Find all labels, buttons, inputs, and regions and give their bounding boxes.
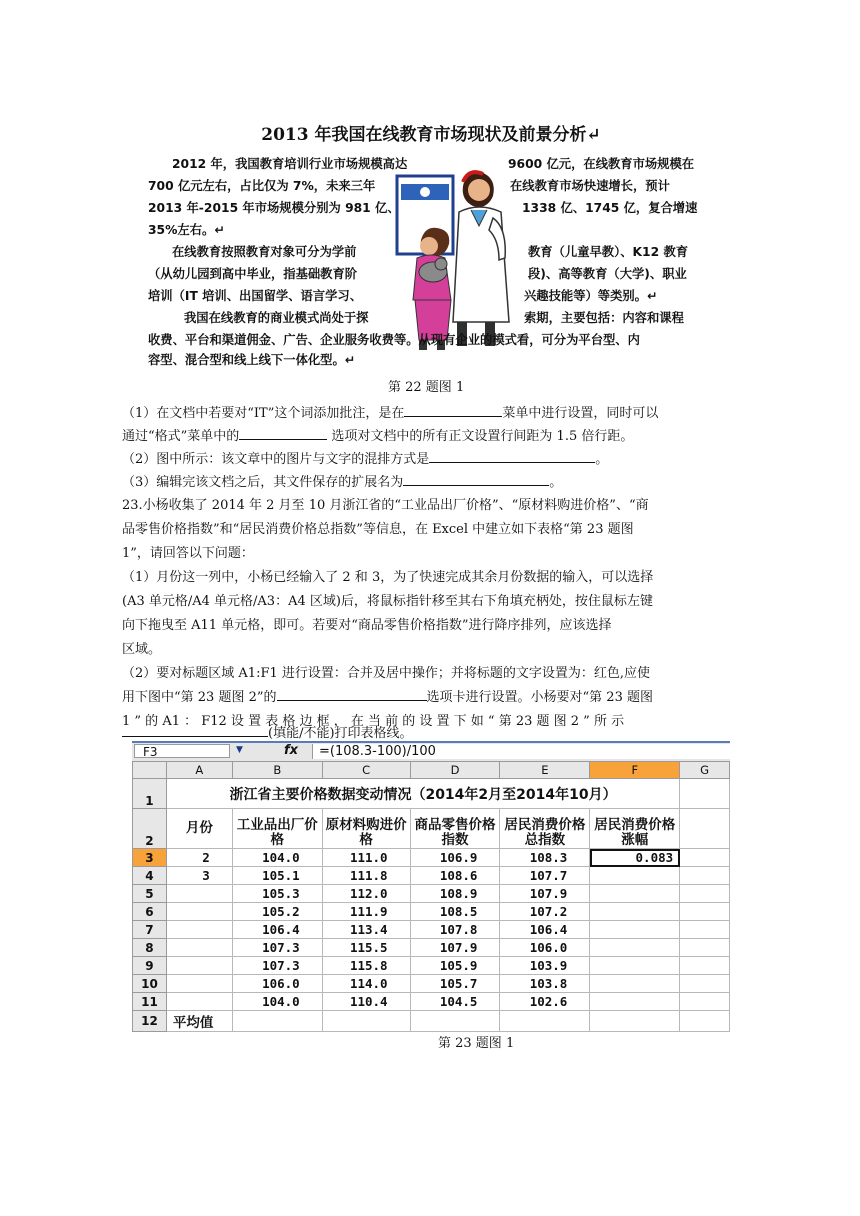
data-cell[interactable]: 107.9 — [500, 885, 590, 903]
data-cell[interactable]: 115.5 — [322, 939, 410, 957]
q1-text-a: （1）在文档中若要对“IT”这个词添加批注，是在 — [122, 406, 405, 421]
dropdown-arrow-icon[interactable]: ▼ — [236, 745, 243, 755]
fx-icon[interactable]: fx — [284, 743, 299, 758]
fig-line-left: 我国在线教育的商业模式尚处于探 — [184, 311, 369, 325]
q1-text-d: 选项对文档中的所有正文设置行间距为 1.5 倍行距。 — [327, 429, 634, 444]
question-22-2 — [122, 448, 608, 467]
cell[interactable] — [680, 849, 730, 867]
cell[interactable] — [680, 1011, 730, 1032]
data-cell[interactable]: 105.3 — [232, 885, 322, 903]
cell[interactable] — [232, 1011, 322, 1032]
fig-line-left: （从幼儿园到高中毕业，指基础教育阶 — [148, 267, 358, 281]
corner-cell[interactable] — [133, 762, 167, 779]
data-cell[interactable]: 104.0 — [232, 993, 322, 1011]
fig-line-right: 9600 亿元，在线教育市场规模在 — [508, 157, 695, 171]
data-cell[interactable]: 113.4 — [322, 921, 410, 939]
data-cell[interactable]: 114.0 — [322, 975, 410, 993]
data-cell[interactable]: 110.4 — [322, 993, 410, 1011]
data-cell[interactable]: 3 — [166, 867, 232, 885]
name-box[interactable]: F3 — [134, 744, 230, 758]
data-cell[interactable]: 104.0 — [232, 849, 322, 867]
cell[interactable] — [500, 1011, 590, 1032]
header-cell[interactable]: 月份 — [166, 809, 232, 849]
row-header[interactable]: 4 — [133, 867, 167, 885]
data-cell[interactable]: 112.0 — [322, 885, 410, 903]
doctor-child-illustration — [393, 154, 521, 354]
fig-line-right: 索期，主要包括：内容和课程 — [524, 311, 684, 325]
cell[interactable] — [680, 957, 730, 975]
q23-2-text-b: 选项卡进行设置。小杨要对“第 23 题图 — [426, 690, 653, 705]
question-23-2: （2）要对标题区域 A1:F1 进行设置：合并及居中操作；并将标题的文字设置为：红色,应使 — [122, 666, 650, 681]
fig-line-full: 容型、混合型和线上线下一体化型。↵ — [148, 353, 356, 367]
data-cell[interactable]: 107.2 — [500, 903, 590, 921]
column-header[interactable]: D — [410, 762, 500, 779]
average-label-cell[interactable]: 平均值 — [166, 1011, 232, 1032]
column-header[interactable]: G — [680, 762, 730, 779]
question-23-1: 区域。 — [122, 642, 162, 657]
fig-line-left: 2012 年，我国教育培训行业市场规模高达 — [172, 157, 408, 171]
row-header[interactable]: 5 — [133, 885, 167, 903]
data-cell[interactable]: 105.9 — [410, 957, 500, 975]
sheet-grid — [132, 761, 730, 1032]
cell[interactable] — [680, 903, 730, 921]
answer-blank[interactable] — [239, 426, 327, 440]
question-23-1: 向下拖曳至 A11 单元格，即可。若要对“商品零售价格指数”进行降序排列，应该选择 — [122, 618, 612, 633]
header-cell[interactable]: 居民消费价格总指数 — [500, 809, 590, 849]
cell[interactable] — [680, 867, 730, 885]
answer-blank[interactable] — [404, 403, 502, 417]
data-cell[interactable]: 108.9 — [410, 885, 500, 903]
data-cell[interactable]: 105.7 — [410, 975, 500, 993]
q1-text-b: 菜单中进行设置，同时可以 — [502, 406, 659, 421]
fig-line-left: 在线教育按照教育对象可分为学前 — [172, 245, 357, 259]
fig-line-left: 培训（IT 培训、出国留学、语言学习、 — [148, 289, 362, 303]
row-header[interactable]: 11 — [133, 993, 167, 1011]
figure-22-caption: 第 22 题图 1 — [388, 380, 465, 395]
q3-text-b: 。 — [549, 475, 563, 490]
header-cell[interactable]: 原材料购进价格 — [322, 809, 410, 849]
row-header[interactable]: 10 — [133, 975, 167, 993]
data-cell[interactable]: 111.0 — [322, 849, 410, 867]
cell[interactable] — [680, 993, 730, 1011]
data-cell[interactable]: 105.1 — [232, 867, 322, 885]
answer-blank[interactable] — [277, 687, 427, 701]
data-cell[interactable] — [590, 957, 680, 975]
header-cell[interactable]: 商品零售价格指数 — [410, 809, 500, 849]
question-23-intro: 23.小杨收集了 2014 年 2 月至 10 月浙江省的“工业品出厂价格”、“原材料购进价格”、“商 — [122, 498, 649, 513]
row-header[interactable]: 1 — [133, 779, 167, 809]
data-cell[interactable] — [166, 993, 232, 1011]
data-cell[interactable]: 108.5 — [410, 903, 500, 921]
cell[interactable] — [680, 939, 730, 957]
cell[interactable] — [680, 809, 730, 849]
header-cell[interactable]: 工业品出厂价格 — [232, 809, 322, 849]
data-cell[interactable] — [166, 921, 232, 939]
data-cell[interactable] — [166, 957, 232, 975]
answer-blank[interactable] — [403, 472, 549, 486]
data-cell[interactable]: 107.3 — [232, 939, 322, 957]
data-cell[interactable]: 106.4 — [500, 921, 590, 939]
fig-line-right: 教育（儿童早教）、K12 教育 — [528, 245, 689, 259]
data-cell[interactable]: 105.2 — [232, 903, 322, 921]
data-cell[interactable] — [590, 975, 680, 993]
question-23-1: （1）月份这一列中，小杨已经输入了 2 和 3，为了快速完成其余月份数据的输入，可以选择 — [122, 570, 654, 585]
data-cell[interactable] — [166, 939, 232, 957]
column-header[interactable]: B — [232, 762, 322, 779]
data-cell[interactable]: 102.6 — [500, 993, 590, 1011]
question-23-intro: 1”，请回答以下问题： — [122, 546, 254, 561]
fig-line-right: 兴趣技能等）等类别。↵ — [524, 289, 658, 303]
data-cell[interactable]: 111.8 — [322, 867, 410, 885]
row-header[interactable]: 9 — [133, 957, 167, 975]
question-23-intro: 品零售价格指数”和“居民消费价格总指数”等信息，在 Excel 中建立如下表格“第 23 题图 — [122, 522, 634, 537]
question-23-1: (A3 单元格/A4 单元格/A3：A4 区域)后，将鼠标指针移至其右下角填充柄处，按住鼠标左键 — [122, 594, 653, 609]
data-cell[interactable] — [166, 885, 232, 903]
data-cell[interactable]: 106.0 — [232, 975, 322, 993]
data-cell[interactable]: 111.9 — [322, 903, 410, 921]
data-cell[interactable] — [590, 939, 680, 957]
data-cell[interactable]: 107.3 — [232, 957, 322, 975]
article-title: 2013 年我国在线教育市场现状及前景分析↵ — [261, 125, 601, 145]
q1-text-c: 通过“格式”菜单中的 — [122, 429, 240, 444]
fig-line-right: 在线教育市场快速增长，预计 — [510, 179, 670, 193]
q2-text-b: 。 — [595, 452, 609, 467]
q2-text-a: （2）图中所示：该文章中的图片与文字的混排方式是 — [122, 452, 430, 467]
data-cell[interactable]: 115.8 — [322, 957, 410, 975]
cell[interactable] — [590, 1011, 680, 1032]
data-cell[interactable] — [590, 921, 680, 939]
data-cell[interactable]: 103.9 — [500, 957, 590, 975]
column-header[interactable]: C — [322, 762, 410, 779]
question-22-1-line2 — [122, 425, 633, 444]
excel-sheet-screenshot — [132, 741, 730, 1031]
cell[interactable] — [680, 779, 730, 809]
answer-blank[interactable] — [122, 723, 268, 737]
q3-text-a: （3）编辑完该文档之后，其文件保存的扩展名为 — [122, 475, 404, 490]
data-cell[interactable] — [166, 903, 232, 921]
cell[interactable] — [322, 1011, 410, 1032]
figure-22 — [148, 112, 714, 367]
active-cell[interactable]: 0.083 — [590, 849, 680, 867]
data-cell[interactable] — [590, 885, 680, 903]
fig-line-full: 收费、平台和渠道佣金、广告、企业服务收费等。从现有企业的模式看，可分为平台型、内 — [148, 333, 640, 347]
cell[interactable] — [680, 921, 730, 939]
q23-2-text-a: 用下图中“第 23 题图 2”的 — [122, 690, 277, 705]
answer-blank[interactable] — [429, 449, 595, 463]
row-header[interactable]: 2 — [133, 809, 167, 849]
fig-line-left: 2013 年-2015 年市场规模分别为 981 亿、 — [148, 201, 400, 215]
cell[interactable] — [410, 1011, 500, 1032]
fig-line-right: 1338 亿、1745 亿，复合增速 — [522, 201, 698, 215]
fig-line-left: 700 亿元左右，占比仅为 7%，未来三年 — [148, 179, 376, 193]
column-header[interactable]: F — [590, 762, 680, 779]
data-cell[interactable]: 104.5 — [410, 993, 500, 1011]
formula-bar — [132, 741, 730, 762]
question-22-3 — [122, 471, 562, 490]
data-cell[interactable]: 106.9 — [410, 849, 500, 867]
question-22-1-line — [122, 402, 658, 421]
figure-23-caption: 第 23 题图 1 — [438, 1036, 515, 1051]
data-cell[interactable] — [590, 867, 680, 885]
header-cell[interactable]: 居民消费价格涨幅 — [590, 809, 680, 849]
row-header[interactable]: 8 — [133, 939, 167, 957]
formula-input[interactable]: =(108.3-100)/100 — [312, 744, 730, 759]
table-title-cell[interactable]: 浙江省主要价格数据变动情况（2014年2月至2014年10月） — [166, 779, 679, 809]
data-cell[interactable]: 108.6 — [410, 867, 500, 885]
q23-2-text-c: (填能/不能)打印表格线。 — [268, 726, 413, 741]
data-cell[interactable]: 107.7 — [500, 867, 590, 885]
data-cell[interactable]: 106.4 — [232, 921, 322, 939]
row-header[interactable]: 7 — [133, 921, 167, 939]
column-header[interactable]: E — [500, 762, 590, 779]
row-header[interactable]: 3 — [133, 849, 167, 867]
data-cell[interactable]: 106.0 — [500, 939, 590, 957]
row-header[interactable]: 6 — [133, 903, 167, 921]
row-header[interactable]: 12 — [133, 1011, 167, 1032]
question-23-2-line3 — [122, 722, 413, 741]
question-23-2-line — [122, 686, 653, 705]
column-header[interactable]: A — [166, 762, 232, 779]
data-cell[interactable] — [590, 903, 680, 921]
fig-line-left: 35%左右。↵ — [148, 223, 225, 237]
data-cell[interactable]: 107.9 — [410, 939, 500, 957]
data-cell[interactable] — [166, 975, 232, 993]
data-cell[interactable] — [590, 993, 680, 1011]
cell[interactable] — [680, 885, 730, 903]
data-cell[interactable]: 2 — [166, 849, 232, 867]
cell[interactable] — [680, 975, 730, 993]
question-23-2: 1 ” 的 A1 ： F12 设 置 表 格 边 框 ， 在 当 前 的 设 置 下 如 “ 第 23 题 图 2 ” 所 示 — [122, 714, 625, 729]
data-cell[interactable]: 108.3 — [500, 849, 590, 867]
fig-line-right: 段)、高等教育（大学)、职业 — [528, 267, 687, 281]
data-cell[interactable]: 103.8 — [500, 975, 590, 993]
data-cell[interactable]: 107.8 — [410, 921, 500, 939]
